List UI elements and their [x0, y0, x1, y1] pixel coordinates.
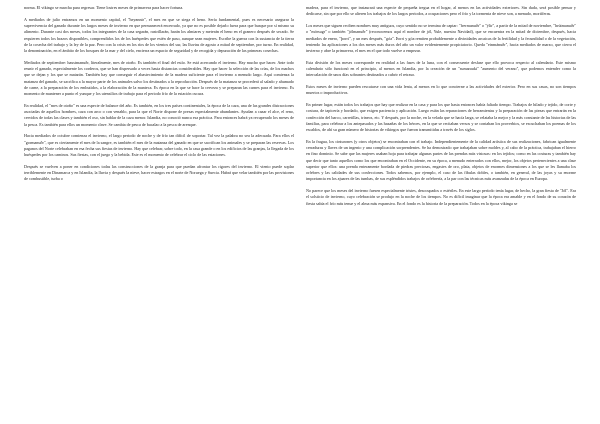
paragraph: Mediados de septiembre: haustmanuðr, literalmente, mes de otoño. Es también el final del estío. Se está acercando el invierno. Hay mucho que hacer. Ante todo reunir el ganado, especialmente los corderos, que se han dispersado a veces hasta distancias considerables. Hay que hacer la selección de las crías, de los machos que se dejan y los que se matarán. También hay que conseguir el abastecimiento de la madera suficiente para el invierno a menudo largo. Aquí comienza la matanza del ganado, se sacrifica a la mayor parte de los animales salvo los destinados a la reproducción. Después de la matanza se procederá al salado y ahumado de carne, a la preparación de los embutidos, a la elaboración de la manteca. Es época en la que se hace la cerveza y se preparan las carnes para el invierno. Es momento de mantener a punto el yunque y los utensilios de trabajo para el periodo frío de la estación oscura.	[24, 59, 294, 96]
left-text-column	[24, 5, 294, 424]
right-text-column	[306, 5, 576, 424]
paragraph: norma. El vikingo se marcha para regresar. Tiene lostres meses de primavera para hacer fortuna.	[24, 5, 184, 10]
paragraph: Estos meses de invierno pueden rescatarse con una vida lenta, al menos en lo que concierne a las actividades del exterior. Pero en sus casas, no son tiempos muertos o improductivos.	[306, 84, 576, 96]
paragraph: Esta división de los meses corresponde en realidad a las fases de la luna, con el consecuente desfase que ello provoca respecto al calendario. Este mismo calendario sólo funcionó en el principio, al menos en Islandia, por la creación de un "sumarauki" "aumento del verano", que podemos entender como la intercalación de unos días sobrantes destinados a cubrir el retraso.	[306, 59, 576, 78]
paragraph: Después se vuelven a poner en condiciones todas las construcciones de la granja para que puedan afrontar los rigores del invierno. El viento puede soplar terriblemente en Dinamarca y en Islandia, la lluvia y después la nieve, hacer estragos en el norte de Noruega y Suecia. Habrá que velar también por las provisiones de combustible, turba o	[24, 163, 294, 182]
paragraph: A mediados de julio entramos en un momento capital, el "heyannir", el mes en que se siega el heno. Sería fundamental, pues es necesario asegurar la supervivencia del ganado durante los largos meses de invierno en que permanecerá encerrado, ya que no es posible dejarlo fuera para que busque por sí mismo su alimento. Durante casi dos meses, todos los integrantes de la casa segarán, rastrillarán, harán los almiares y meterán el heno en el granero después de secado. Se requieren todos los brazos disponibles, comprendidos los de los huéspedes que estén de paso, aunque sean mujeres. Escribe la guerra con la sustancia de la tierra de la cosecha del trabajo y la ley de la paz. Pero con la crisis en los ríos de los vientos del sur, las lluvias de agosto a mitad de septiembre, por turno. En realidad, la denominación, en el ámbito de los bosques de la mar y del cielo, encierra un espacio de seguridad y de recogida y depuración de las primeras cosechas.	[24, 16, 294, 53]
paragraph: Los meses que siguen reciben nombres muy antiguos, cuyo sentido no se termina de captar: "frermanuðr" o "ýlir", a partir de la mitad de noviembre, "hrútmanuðr" o "mörsugr" o también "jólmanuðr" (reconocemos aquí el nombre de jól, Yule, nuestra Navidad), que se encuentra en la mitad de diciembre, después, hacia mediados de enero, "þorri", y un mes después, "góa". Þorri y góa remiten probablemente a divinidades arcaicas de la fertilidad y la fecundidad o de la vegetación, teniendo las aplicaciones a los dos meses más duros del año un valor evidentemente propiciatorio. Queda "einmánuðr", hacia mediados de marzo, que cierra el invierno y abre la primavera, el mes en el que todo vuelve a empezar.	[306, 23, 576, 53]
paragraph: En realidad, el "mes de otoño" es una especie de balance del año. Es también, en los tres países continentales, la época de la caza, una de las grandes distracciones asociadas de aquellos hombres, caza con arco o con venablo, para la que el Norte dispone de presas especialmente abundantes. Ayudan a cazar el alce, el reno, cervidos de todas las clases y también el oso, sin hablar de la caza menor. Islandia, no conoció nunca esa práctica. Para entonces habrá ya recuperado los meses de la pesca. Es también para ellos un momento clave. Se cambia de pesca de bacalao a la pesca de arenque.	[24, 102, 294, 127]
paragraph: En primer lugar, están todos los trabajos que hay que realizar en la casa y para los que hasta entonces había faltado tiempo. Trabajos de hilado y tejido, de corte y costura, de tapicería y bordado, que exigen paciencia y aplicación. Luego están las reparaciones de herramientas y la preparación de las piezas que entrarán en la confección del barco, carretillas, trineos, etc. Y después, por la noche, en la velada que se hacía larga, se relataba la mejor y la más constante de las historias de las familias, para celebrar a los antepasados y las hazañas de los héroes, en la que se recitaban versos y se contaban los proverbios, se escuchaban los poemas de los escaldos, de ahí su gran número de historias de vikingos que fueron transmitidas a través de los siglos.	[306, 102, 576, 132]
paragraph: Hacia mediados de octubre comienza el invierno, el largo periodo de noche y de frío tan difícil de soportar. Tal vez la palabra no sea la adecuada. Para ellos el "gormanuðr", que es ciertamente el mes de la sangre, es también el mes de la matanza del ganado en que se sacrifican los animales y se preparan las reservas. Los paganos del Norte celebraban en esa fecha sus fiestas de invierno. Hay que celebrar, sobre todo, en la casa grande o en los edificios de las granjas, la llegada de los huéspedes por los caminos. Sus fiestas, con el juego y la bebida. Este es el momento de celebrar el ciclo de las estaciones.	[24, 133, 294, 157]
paragraph: No parece que los meses del invierno fuesen especialmente tristes, desocupados o estériles. En este largo período tenía lugar, de hecho, la gran fiesta de "Jól". Era el solsticio de invierno, cuyo celebración se produjo en la noche de los tiempos. No es difícil imaginar que la época era amable y en el fondo de su corazón de fiesta sabía el frío más tenue y el alma más expansiva. En el fondo es la historia de la preparación. Todos en la época vikinga se	[306, 188, 576, 206]
paragraph: En la fragua, los cinturones (y otros objetos) se encontraban con el trabajo. Independientemente de la calidad artística de sus realizaciones, fabrican igualmente cerraduras y llaves de un ingenio y una complicación sorprendentes. Se ha demostrado que trabajaban sobre moldes y, al cabo de la práctica, trabajaban el hierro en fino dominio. Se sabe que las mujeres usaban hoja para trabajar algunas partes de las prendas más vistosas: en los tejidos; como en las costuras y también hay que decir que tanto aquellos como los que encontraban en el Occidente, en su época, a menudo enterrados con ellos, mejor, los objetos pertenecientes a una clase superior que ellos: una prenda enteramente bordada de piedras preciosas, engastes de oro, plata, objetos de enormes dimensiones a los que se les llamaba los orfebres y las calidades de sus confecciones. Todos sabemos, por ejemplo, el caso de las fíbulas dobles, o también, en general, de las joyas y su enorme importancia en los ajuares de las tumbas, de sus espléndidos trabajos de orfebrería, a la par con las técnicas más avanzadas de la época en Europa.	[306, 138, 576, 182]
paragraph: madera, para el invierno, que instaurará una especie de pequeña tregua en el hogar, al menos en las actividades exteriores. Sin duda, será posible pensar y dedicarse, sin que por ello se alteren los trabajos de los largos periodos, a ocupaciones pero el frío y la tormenta de nieve son, a menudo, mortíferas.	[306, 5, 576, 17]
